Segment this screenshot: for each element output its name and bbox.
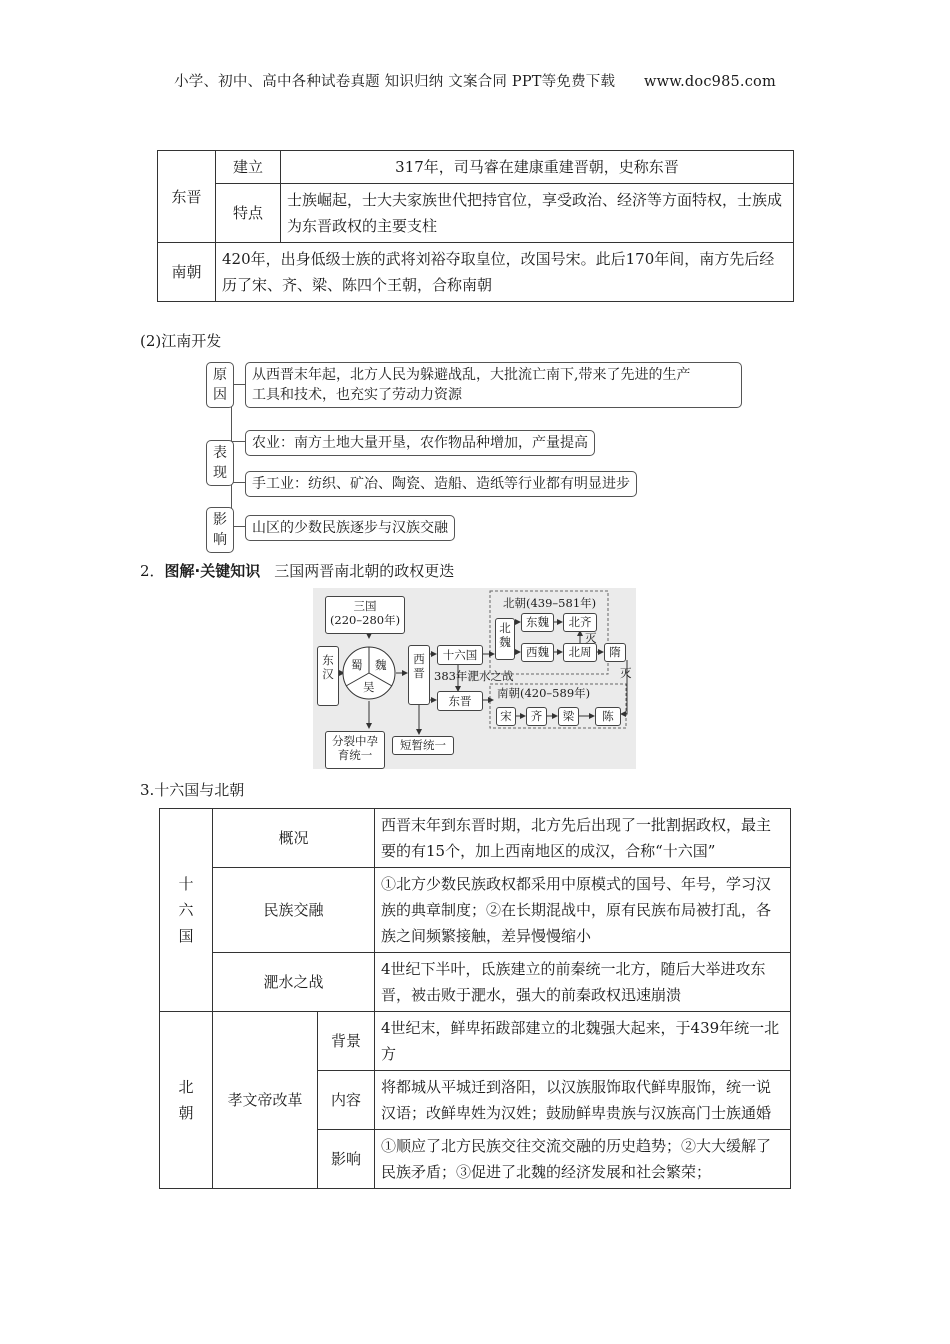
- minzu-text: ①北方少数民族政权都采用中原模式的国号、年号，学习汉族的典章制度；②在长期混战中，原有民族布局被打乱，各族之间频繁接触，差异慢慢缩小: [375, 868, 791, 953]
- section3-title: 3.十六国与北朝: [140, 781, 245, 799]
- beijing-label: 背景: [318, 1012, 375, 1071]
- nanchao-text: 420年，出身低级士族的武将刘裕夺取皇位，改国号宋。此后170年间，南方先后经历了宋、齐、梁、陈四个王朝，合称南朝: [216, 243, 794, 302]
- duanzan-box: 短暂统一: [392, 736, 454, 755]
- header-text: 小学、初中、高中各种试卷真题 知识归纳 文案合同 PPT等免费下载: [174, 74, 616, 90]
- section2-bold: 图解·关键知识: [164, 562, 261, 580]
- jiangnan-title: (2)江南开发: [140, 332, 222, 350]
- song-box: 宋: [496, 707, 516, 726]
- jianli-text: 317年，司马睿在建康重建晋朝，史称东晋: [281, 151, 794, 184]
- neirong-label: 内容: [318, 1071, 375, 1130]
- beichao-label: 北朝(439–581年): [503, 596, 597, 610]
- xiwei-box: 西魏: [521, 643, 554, 662]
- beiqi-box: 北齐: [563, 613, 597, 632]
- section2-num: 2．: [140, 562, 165, 580]
- gaikuang-label: 概况: [213, 809, 375, 868]
- gaikuang-text: 西晋末年到东晋时期，北方先后出现了一批割据政权，最主要的有15个，加上西南地区的成汉，合称“十六国”: [375, 809, 791, 868]
- qi-box: 齐: [526, 707, 547, 726]
- shu-label: 蜀: [351, 658, 363, 672]
- dongjin-box: 东晋: [437, 691, 483, 711]
- tedian-text: 士族崛起，士大夫家族世代把持官位，享受政治、经济等方面特权，士族成为东晋政权的主要支柱: [281, 184, 794, 243]
- shiliuguo-label: 十六国: [160, 809, 213, 1012]
- dongjin-nanchao-table: [157, 150, 794, 302]
- fenlie-box: 分裂中孕 育统一: [325, 731, 385, 769]
- page-header: [0, 70, 950, 91]
- yingxiang-label: 影响: [206, 507, 234, 553]
- section2-heading: [140, 560, 454, 581]
- yuanyin-box: [245, 362, 742, 408]
- yingxiang-label-cell: 影响: [318, 1130, 375, 1189]
- beizhou-box: 北周: [563, 643, 597, 662]
- shiliuguo-beichao-table: [159, 808, 791, 1189]
- jianli-label: 建立: [216, 151, 281, 184]
- neirong-text: 将都城从平城迁到洛阳，以汉族服饰取代鲜卑服饰，统一说汉语；改鲜卑姓为汉姓；鼓励鲜卑贵族与汉族高门士族通婚: [375, 1071, 791, 1130]
- beijing-text: 4世纪末，鲜卑拓跋部建立的北魏强大起来，于439年统一北方: [375, 1012, 791, 1071]
- chen-box: 陈: [595, 707, 621, 726]
- yuanyin-text-line2: 工具和技术，也充实了劳动力资源: [252, 387, 462, 403]
- xijin-box: 西 晋: [408, 645, 430, 705]
- yingxiang-box: 山区的少数民族逐步与汉族交融: [245, 515, 455, 541]
- header-url[interactable]: www.doc985.com: [643, 74, 776, 90]
- feishui-label-cell: 淝水之战: [213, 953, 375, 1012]
- donghan-box: 东 汉: [317, 646, 339, 706]
- yuanyin-text-line1: 从西晋末年起，北方人民为躲避战乱，大批流亡南下,带来了先进的生产: [252, 367, 691, 383]
- tedian-label: 特点: [216, 184, 281, 243]
- beichao-label-cell: 北朝: [160, 1012, 213, 1189]
- shiliuguo-box: 十六国: [437, 645, 483, 665]
- nongye-box: 农业：南方土地大量开垦，农作物品种增加，产量提高: [245, 430, 595, 456]
- yuanyin-label: 原因: [206, 362, 234, 408]
- liang-box: 梁: [558, 707, 579, 726]
- sanguo-box: 三国 (220–280年): [325, 596, 405, 634]
- yingxiang-text: ①顺应了北方民族交往交流交融的历史趋势；②大大缓解了民族矛盾；③促进了北魏的经济发展和社会繁荣；: [375, 1130, 791, 1189]
- wei-label: 魏: [375, 658, 387, 672]
- wu-label: 吴: [363, 680, 375, 694]
- sui-box: 隋: [604, 643, 626, 662]
- beiwei-box: 北 魏: [495, 618, 515, 660]
- nanchao-label: 南朝(420–589年): [497, 686, 591, 700]
- dongjin-label: 东晋: [158, 151, 216, 243]
- regime-diagram: [313, 588, 636, 769]
- section2-title: 三国两晋南北朝的政权更迭: [274, 562, 455, 580]
- dongwei-box: 东魏: [521, 613, 554, 632]
- shougongye-box: 手工业：纺织、矿冶、陶瓷、造船、造纸等行业都有明显进步: [245, 471, 637, 497]
- nanchao-label: 南朝: [158, 243, 216, 302]
- xiaowen-label: 孝文帝改革: [213, 1012, 318, 1189]
- feishui-text: 4世纪下半叶，氐族建立的前秦统一北方，随后大举进攻东晋，被击败于淝水，强大的前秦政权迅速崩溃: [375, 953, 791, 1012]
- feishui-label: 383年淝水之战: [434, 669, 514, 683]
- mie-label-2: 灭: [620, 666, 632, 680]
- mie-label-1: 灭: [585, 631, 597, 645]
- biaoxian-label: 表现: [206, 440, 234, 486]
- minzu-label: 民族交融: [213, 868, 375, 953]
